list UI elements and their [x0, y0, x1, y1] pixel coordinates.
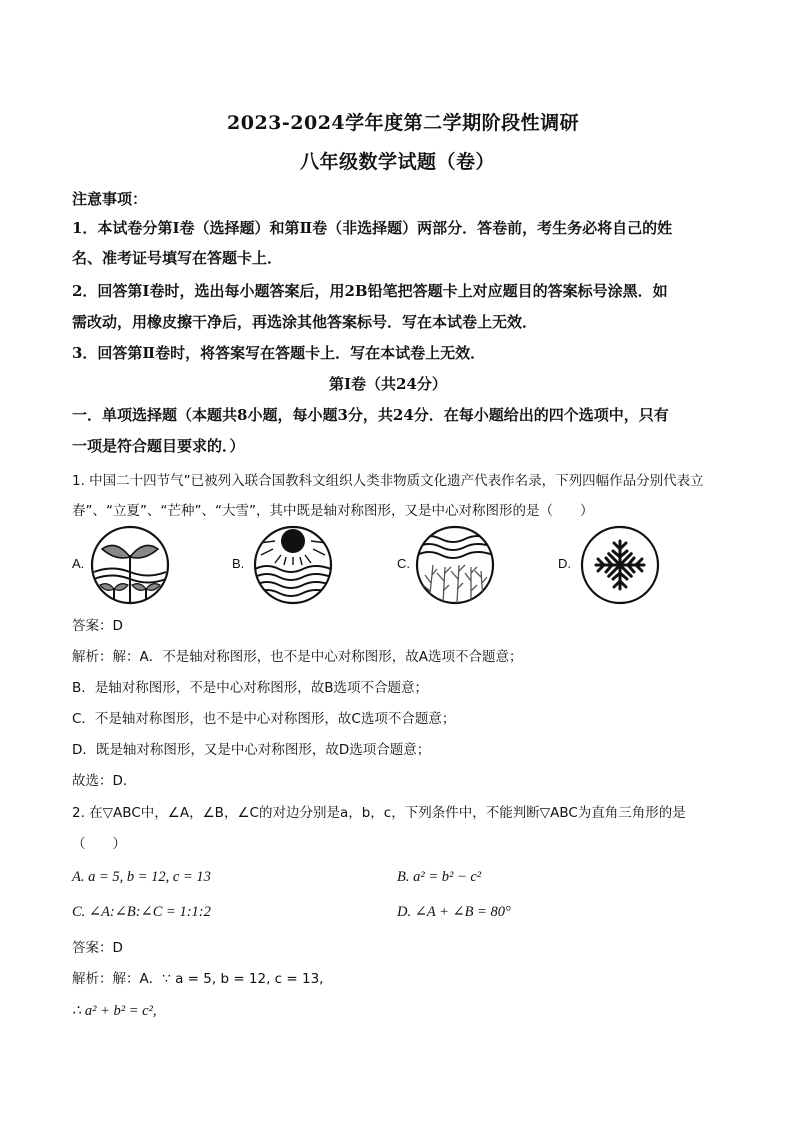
q2-option-d: D. ∠A + ∠B = 80° — [397, 904, 511, 920]
q2-analysis-line-1: 解析：解：A．∵ a = 5, b = 12, c = 13, — [72, 971, 324, 987]
mangzhong-grain-figure — [415, 525, 495, 605]
note-2-line-2: 需改动，用橡皮擦干净后，再选涂其他答案标号．写在本试卷上无效． — [72, 313, 538, 331]
q2-option-b: B. a² = b² − c² — [397, 869, 482, 885]
q1-stem-line-2: 春”、“立夏”、“芒种”、“大雪”，其中既是轴对称图形，又是中心对称图形的是（ ） — [72, 503, 594, 519]
q1-analysis-line-3: C．不是轴对称图形，也不是中心对称图形，故C选项不合题意； — [72, 711, 456, 727]
daxue-snowflake-figure — [580, 525, 660, 605]
note-1-line-2: 名、准考证号填写在答题卡上． — [72, 249, 283, 267]
q1-option-c-label: C. — [397, 556, 410, 571]
q2-stem-line-1: 2. 在▽ABC中，∠A，∠B，∠C的对边分别是a，b，c，下列条件中，不能判断▽ABC为直角三角形的是 — [72, 805, 686, 821]
q2-stem-line-2: （ ） — [72, 836, 126, 852]
note-2-line-1: 2．回答第Ⅰ卷时，选出每小题答案后，用2B铅笔把答题卡上对应题目的答案标号涂黑．如 — [72, 282, 668, 300]
lixia-sun-figure — [253, 525, 333, 605]
section-title: 第Ⅰ卷（共24分） — [329, 375, 447, 393]
q1-analysis-line-1: 解析：解：A．不是轴对称图形，也不是中心对称图形，故A选项不合题意； — [72, 649, 523, 665]
q1-analysis-line-5: 故选：D． — [72, 773, 137, 789]
q1-option-b-label: B. — [232, 556, 245, 571]
q1-answer: 答案：D — [72, 618, 123, 634]
q2-answer: 答案：D — [72, 940, 123, 956]
notes-heading: 注意事项： — [72, 190, 148, 208]
part-one-line-2: 一项是符合题目要求的．） — [72, 437, 245, 455]
q1-analysis-line-4: D．既是轴对称图形，又是中心对称图形，故D选项合题意； — [72, 742, 431, 758]
exam-title: 2023-2024学年度第二学期阶段性调研 — [227, 112, 580, 134]
q2-option-a: A. a = 5, b = 12, c = 13 — [72, 869, 211, 885]
q1-stem-line-1: 1. 中国二十四节气”已被列入联合国教科文组织人类非物质文化遗产代表作名录，下列四幅作品分别代表立 — [72, 473, 704, 489]
q2-option-c: C. ∠A:∠B:∠C = 1:1:2 — [72, 904, 211, 920]
note-1-line-1: 1．本试卷分第Ⅰ卷（选择题）和第Ⅱ卷（非选择题）两部分．答卷前，考生务必将自己的姓 — [72, 219, 673, 237]
exam-subtitle: 八年级数学试题（卷） — [300, 151, 496, 173]
q1-analysis-line-2: B．是轴对称图形，不是中心对称图形，故B选项不合题意； — [72, 680, 429, 696]
q2-analysis-line-2: ∴ a² + b² = c², — [72, 1003, 157, 1019]
q1-option-a-label: A. — [72, 556, 85, 571]
lichun-sprout-figure — [90, 525, 170, 605]
q1-option-d-label: D. — [558, 556, 571, 571]
part-one-line-1: 一．单项选择题（本题共8小题，每小题3分，共24分．在每小题给出的四个选项中，只有 — [72, 406, 669, 424]
note-3: 3．回答第Ⅱ卷时，将答案写在答题卡上．写在本试卷上无效． — [72, 344, 486, 362]
